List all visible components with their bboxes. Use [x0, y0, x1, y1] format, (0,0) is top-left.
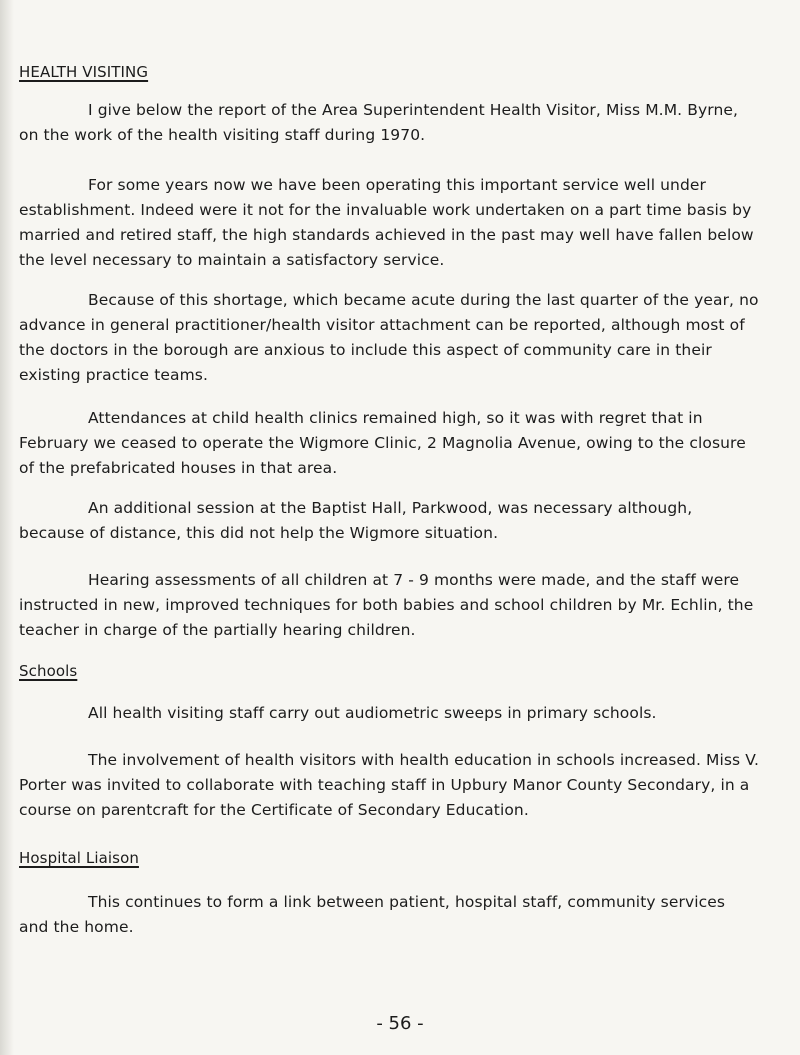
paragraph-health-education: The involvement of health visitors with health education in schools increased. Miss V. Porter was invited to collaborate with teaching staff in Upbury Manor County Secondary, in a course on parentcraft for the Certificate of Secondary Education.: [19, 751, 759, 819]
paragraph-hearing-assessments: Hearing assessments of all children at 7 - 9 months were made, and the staff were instructed in new, improved techniques for both babies and school children by Mr. Echlin, the teacher in charge of the partially hearing children.: [19, 571, 754, 639]
paragraph-staff-shortage: For some years now we have been operating this important service well under establishment. Indeed were it not for the invaluable work undertaken on a part time basis by married and retired staff, the high standards achieved in the past may well have fallen below the level necessary to maintain a satisfactory service.: [19, 176, 754, 269]
paragraph-hospital-link: This continues to form a link between patient, hospital staff, community services and the home.: [19, 893, 726, 936]
section-heading-hospital-liaison: Hospital Liaison: [19, 849, 139, 867]
paragraph-child-health-clinics: Attendances at child health clinics remained high, so it was with regret that in February we ceased to operate the Wigmore Clinic, 2 Magnolia Avenue, owing to the closure of the prefabricated houses in that area.: [19, 409, 746, 477]
paragraph-audiometric-sweeps: All health visiting staff carry out audiometric sweeps in primary schools.: [88, 704, 657, 722]
paragraph-report-intro: I give below the report of the Area Superintendent Health Visitor, Miss M.M. Byrne, on the work of the health visiting staff during 1970.: [19, 101, 739, 144]
page-number: - 56 -: [376, 1013, 424, 1034]
paragraph-baptist-hall: An additional session at the Baptist Hall, Parkwood, was necessary although, because of distance, this did not help the Wigmore situation.: [19, 499, 693, 542]
paragraph-gp-attachment: Because of this shortage, which became acute during the last quarter of the year, no advance in general practitioner/health visitor attachment can be reported, although most of the doctors in the borough are anxious to include this aspect of community care in their existing practice teams.: [19, 291, 759, 384]
binding-edge-shadow: [0, 0, 14, 1055]
section-heading-schools: Schools: [19, 662, 78, 680]
section-heading-health-visiting: HEALTH VISITING: [19, 63, 149, 81]
